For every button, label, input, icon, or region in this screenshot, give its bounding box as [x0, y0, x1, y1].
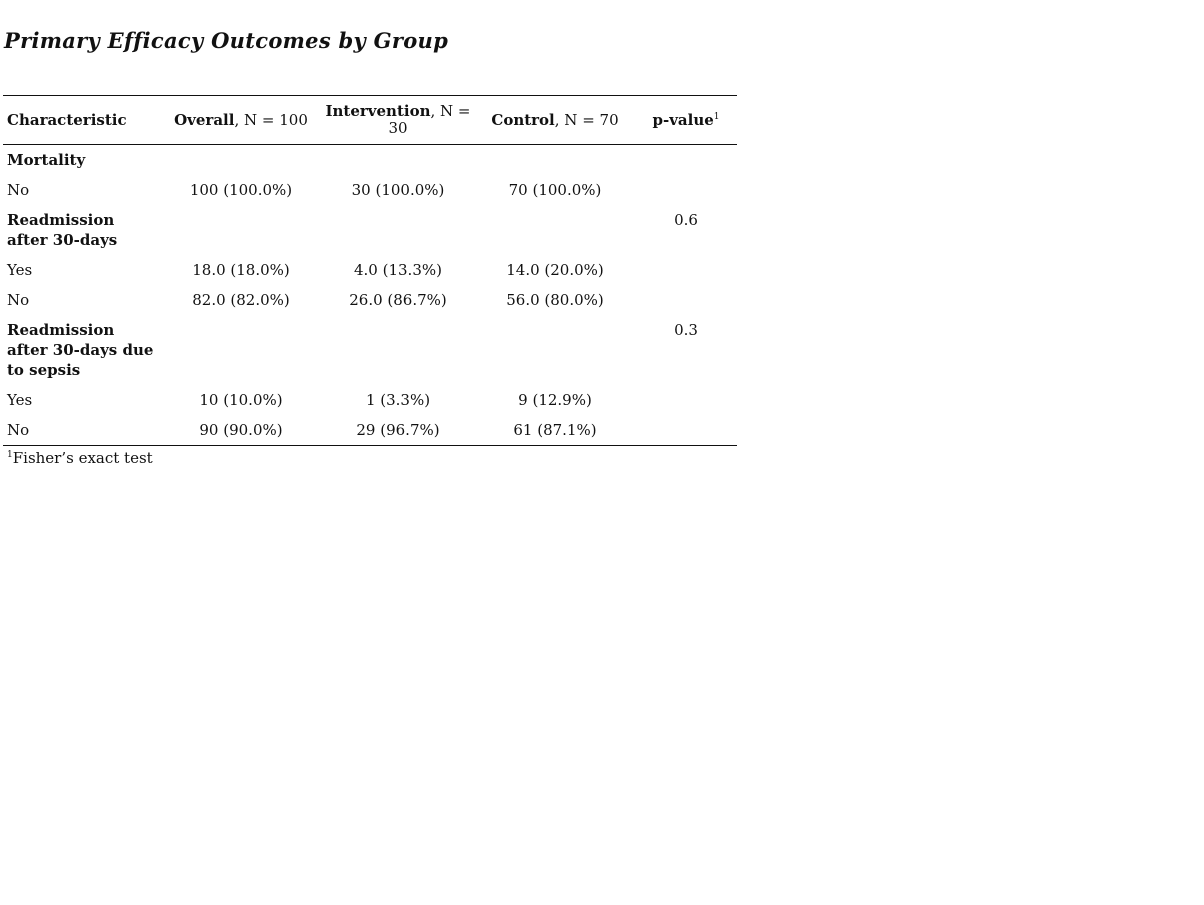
- header-overall-n: , N = 100: [234, 110, 308, 129]
- intervention-cell: 4.0 (13.3%): [354, 261, 442, 279]
- table-row: [3, 385, 737, 415]
- table-group-row: [3, 205, 737, 255]
- group-overall-cell: [161, 315, 321, 385]
- overall-cell: 18.0 (18.0%): [192, 261, 290, 279]
- overall-cell: 100 (100.0%): [189, 181, 293, 199]
- table-title: Primary Efficacy Outcomes by Group: [4, 28, 449, 53]
- intervention-cell: 1 (3.3%): [365, 391, 431, 409]
- pvalue-cell: [635, 285, 737, 315]
- pvalue-cell: [635, 255, 737, 285]
- table-group-row: [3, 145, 737, 176]
- control-cell: 61 (87.1%): [513, 421, 597, 439]
- header-control-n: , N = 70: [554, 110, 619, 129]
- group-label: Mortality: [7, 151, 86, 169]
- table-footnote: [7, 449, 153, 467]
- group-label: Readmission after 30-days: [7, 211, 118, 249]
- level-label: No: [7, 291, 30, 309]
- group-label: Readmission after 30-days due to sepsis: [7, 321, 154, 379]
- intervention-cell: 26.0 (86.7%): [349, 291, 447, 309]
- table-row: [3, 285, 737, 315]
- outcomes-table: [3, 95, 737, 446]
- table-row: [3, 255, 737, 285]
- pvalue-cell: [635, 175, 737, 205]
- group-pvalue: [635, 145, 737, 176]
- level-label: Yes: [7, 391, 33, 409]
- header-control-label: Control: [491, 110, 555, 129]
- header-characteristic: [3, 96, 161, 145]
- level-label: Yes: [7, 261, 33, 279]
- pvalue-cell: [635, 415, 737, 446]
- header-intervention: [321, 96, 475, 145]
- group-intervention-cell: [321, 145, 475, 176]
- level-label: No: [7, 181, 30, 199]
- header-intervention-n: , N = 30: [388, 102, 471, 137]
- group-intervention-cell: [321, 315, 475, 385]
- pvalue-cell: [635, 385, 737, 415]
- group-control-cell: [475, 145, 635, 176]
- group-intervention-cell: [321, 205, 475, 255]
- overall-cell: 10 (10.0%): [199, 391, 283, 409]
- group-overall-cell: [161, 205, 321, 255]
- footnote-text: Fisher’s exact test: [12, 449, 153, 467]
- header-pvalue-label: p-value: [652, 110, 714, 129]
- intervention-cell: 29 (96.7%): [356, 421, 440, 439]
- table-row: [3, 415, 737, 446]
- group-control-cell: [475, 315, 635, 385]
- header-overall: [161, 96, 321, 145]
- group-pvalue: 0.3: [674, 321, 698, 339]
- header-control: [475, 96, 635, 145]
- header-pvalue: [635, 96, 737, 145]
- footnote-mark: 1: [7, 450, 13, 460]
- header-pvalue-footnote-mark: 1: [713, 111, 720, 122]
- table-row: [3, 175, 737, 205]
- group-overall-cell: [161, 145, 321, 176]
- header-row: [3, 96, 737, 145]
- level-label: No: [7, 421, 30, 439]
- group-pvalue: 0.6: [674, 211, 698, 229]
- header-intervention-label: Intervention: [325, 102, 431, 120]
- control-cell: 56.0 (80.0%): [506, 291, 604, 309]
- control-cell: 9 (12.9%): [518, 391, 592, 409]
- header-overall-label: Overall: [174, 110, 235, 129]
- table-group-row: [3, 315, 737, 385]
- header-characteristic-label: Characteristic: [7, 110, 127, 129]
- overall-cell: 90 (90.0%): [199, 421, 283, 439]
- intervention-cell: 30 (100.0%): [351, 181, 445, 199]
- control-cell: 70 (100.0%): [508, 181, 602, 199]
- control-cell: 14.0 (20.0%): [506, 261, 604, 279]
- outcomes-table-container: [3, 95, 737, 446]
- overall-cell: 82.0 (82.0%): [192, 291, 290, 309]
- group-control-cell: [475, 205, 635, 255]
